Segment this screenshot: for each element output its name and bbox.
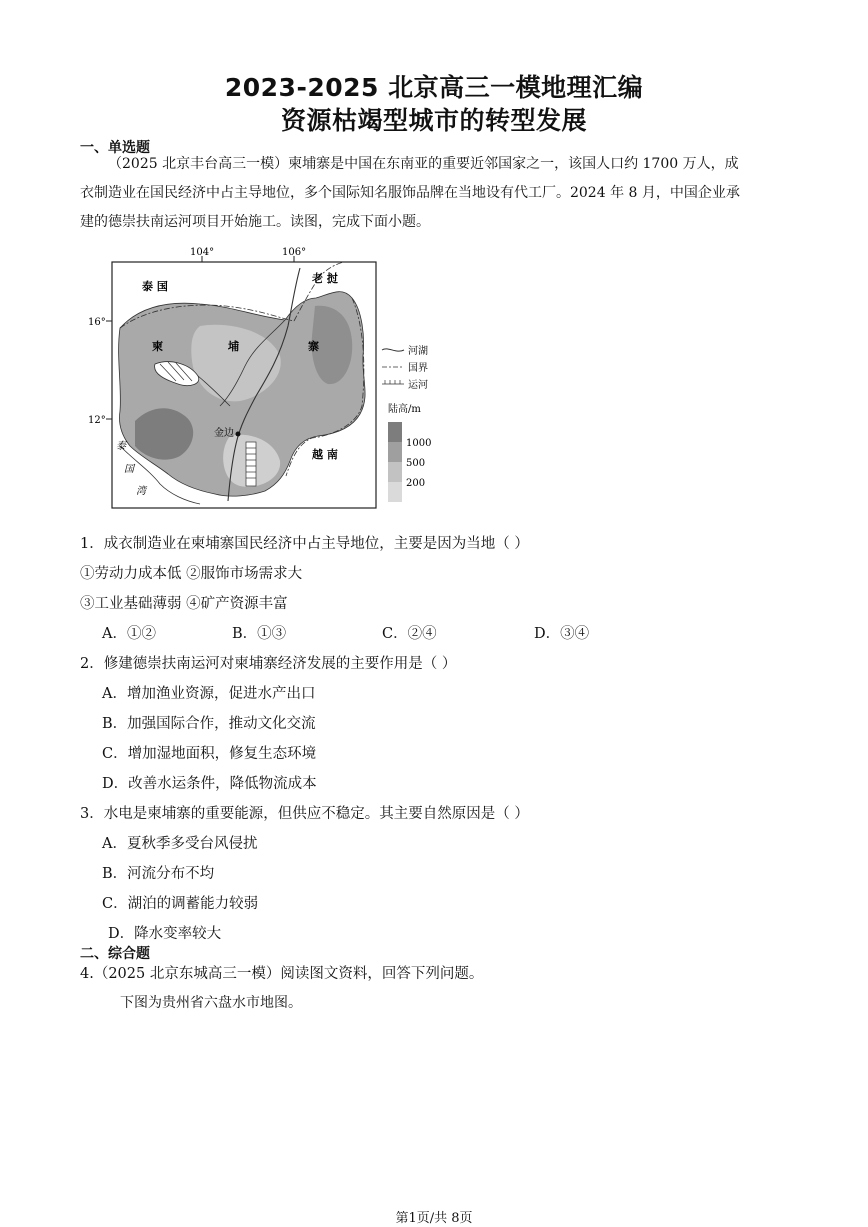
q3-stem: 3．水电是柬埔寨的重要能源，但供应不稳定。其主要自然原因是（ ） (80, 806, 529, 822)
legend-elev-swatch-low (388, 462, 402, 482)
legend-elev-swatch-mid (388, 442, 402, 462)
legend-elev-swatch-high (388, 422, 402, 442)
legend-elev-swatch-lowest (388, 482, 402, 502)
elevation-high-southwest (135, 408, 193, 459)
label-cambodia-3: 寨 (308, 340, 319, 353)
lon-label-106: 106° (282, 247, 307, 258)
q2-option-c[interactable]: C．增加湿地面积，修复生态环境 (102, 746, 317, 762)
label-cambodia-2: 埔 (228, 340, 239, 353)
q3-option-a[interactable]: A．夏秋季多受台风侵扰 (102, 836, 258, 852)
q4-stem: 4.（2025 北京东城高三一模）阅读图文资料，回答下列问题。 (80, 966, 484, 982)
cambodia-map (80, 246, 450, 512)
q3-option-d[interactable]: D．降水变率较大 (108, 926, 222, 942)
legend-elev-1000: 1000 (406, 438, 432, 449)
q4-sub: 下图为贵州省六盘水市地图。 (120, 995, 302, 1011)
q2-stem: 2．修建德崇扶南运河对柬埔寨经济发展的主要作用是（ ） (80, 656, 457, 672)
lat-label-12: 12° (88, 415, 106, 426)
lat-label-16: 16° (88, 317, 106, 328)
legend-canal-symbol (382, 380, 404, 384)
q1-stem: 1．成衣制造业在柬埔寨国民经济中占主导地位，主要是因为当地（ ） (80, 536, 529, 552)
q1-items-b: ③工业基础薄弱 ④矿产资源丰富 (80, 596, 288, 612)
label-gulf-3: 湾 (136, 486, 146, 497)
label-thailand: 泰 国 (142, 280, 168, 293)
page-footer: 第1页/共 8页 (395, 1211, 473, 1226)
q1-option-d[interactable]: D．③④ (534, 626, 590, 642)
map-legend (382, 344, 431, 502)
section-heading-single-choice: 一、单选题 (80, 140, 150, 156)
intro-line-1: （2025 北京丰台高三一模）柬埔寨是中国在东南亚的重要近邻国家之一，该国人口约 1700 万人，成 (108, 156, 739, 172)
label-laos: 老 挝 (312, 272, 338, 285)
lon-label-104: 104° (190, 247, 215, 258)
intro-line-3: 建的德崇扶南运河项目开始施工。读图，完成下面小题。 (80, 214, 430, 230)
q1-option-b[interactable]: B．①③ (232, 626, 287, 642)
label-vietnam: 越 南 (312, 448, 338, 461)
q1-option-c[interactable]: C．②④ (382, 626, 437, 642)
q1-option-a[interactable]: A．①② (102, 626, 156, 642)
label-cambodia-1: 柬 (152, 340, 163, 353)
q2-option-a[interactable]: A．增加渔业资源，促进水产出口 (102, 686, 316, 702)
capital-marker (236, 432, 241, 437)
label-capital: 金边 (214, 428, 234, 439)
legend-river-symbol (382, 349, 404, 351)
canal-hatch-south (246, 442, 256, 486)
document-title-line1: 2023-2025 北京高三一模地理汇编 (224, 73, 644, 102)
document-title-line2: 资源枯竭型城市的转型发展 (280, 106, 587, 135)
label-gulf-1: 泰 (116, 441, 126, 452)
section-heading-comprehensive: 二、综合题 (80, 946, 150, 962)
label-gulf-2: 国 (124, 464, 134, 475)
legend-border-label: 国界 (408, 363, 428, 374)
legend-river-label: 河湖 (408, 346, 428, 357)
legend-elev-500: 500 (406, 458, 426, 469)
q2-option-b[interactable]: B．加强国际合作，推动文化交流 (102, 716, 316, 732)
legend-elev-200: 200 (406, 478, 426, 489)
q3-option-b[interactable]: B．河流分布不均 (102, 866, 215, 882)
q1-items-a: ①劳动力成本低 ②服饰市场需求大 (80, 566, 303, 582)
q3-option-c[interactable]: C．湖泊的调蓄能力较弱 (102, 896, 259, 912)
intro-line-2: 衣制造业在国民经济中占主导地位，多个国际知名服饰品牌在当地设有代工厂。2024 年 8 月，中国企业承 (80, 185, 740, 201)
legend-canal-label: 运河 (408, 380, 428, 391)
cambodia-map-figure (80, 246, 450, 516)
intro-paragraph (80, 150, 788, 237)
legend-elev-title: 陆高/m (388, 404, 421, 415)
q2-option-d[interactable]: D．改善水运条件，降低物流成本 (102, 776, 317, 792)
